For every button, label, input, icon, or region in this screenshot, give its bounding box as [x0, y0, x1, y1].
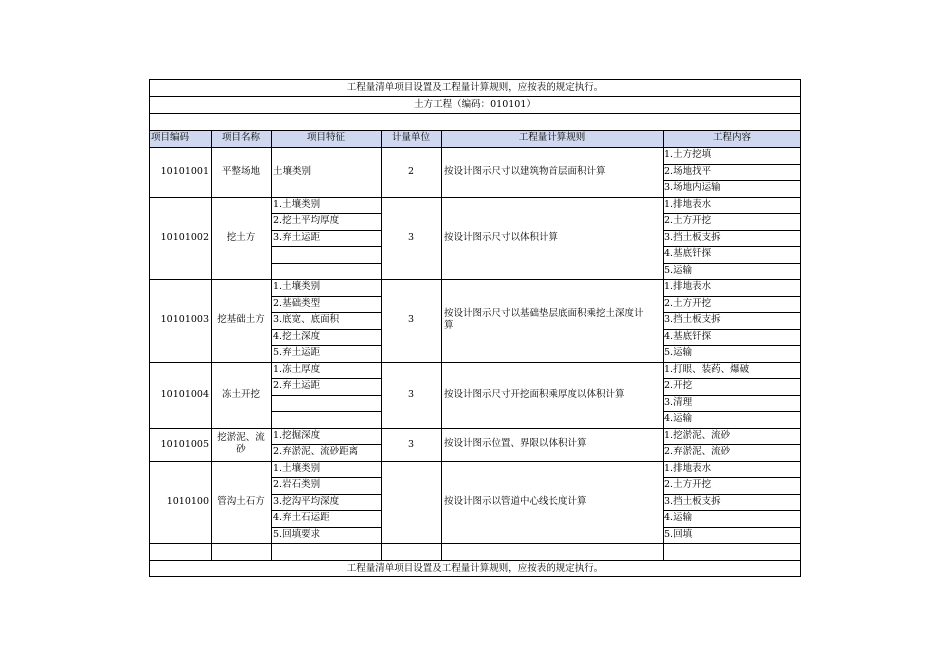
- column-header-row: [149, 130, 801, 147]
- feature-item[interactable]: 3.挖沟平均深度: [273, 495, 340, 507]
- grid-hline: [149, 79, 801, 80]
- header-content[interactable]: 工程内容: [712, 132, 751, 143]
- feature-item[interactable]: 1.土壤类别: [273, 462, 321, 474]
- grid-hline: [149, 279, 801, 280]
- item-name-line: 平整场地: [221, 165, 260, 177]
- work-content-item[interactable]: 1.土方挖填: [664, 149, 712, 160]
- item-name-line: 砂: [236, 444, 246, 455]
- grid-hline: [149, 560, 801, 561]
- grid-hline: [271, 345, 381, 346]
- grid-hline: [271, 494, 381, 495]
- footer-row[interactable]: 工程量清单项目设置及工程量计算规则，应按表的规定执行。: [346, 563, 604, 574]
- work-content-item[interactable]: 1.挖淤泥、流砂: [664, 429, 731, 441]
- grid-hline: [271, 329, 381, 330]
- grid-hline: [149, 96, 801, 97]
- rule-line: 按设计图示尺寸开挖面积乘厚度以体积计算: [444, 388, 625, 400]
- grid-hline: [149, 147, 801, 148]
- feature-item[interactable]: [271, 246, 381, 263]
- grid-hline: [663, 246, 801, 247]
- calculation-rule[interactable]: [441, 461, 663, 544]
- grid-hline: [663, 477, 801, 478]
- item-code[interactable]: 10101002: [160, 231, 209, 243]
- header-unit[interactable]: 计量单位: [391, 132, 430, 143]
- item-name[interactable]: [211, 279, 271, 362]
- grid-hline: [149, 543, 801, 544]
- item-unit[interactable]: [381, 461, 441, 544]
- work-content-item[interactable]: 1.排地表水: [664, 462, 712, 474]
- work-content-item[interactable]: 3.清理: [664, 396, 693, 408]
- grid-hline: [663, 312, 801, 313]
- work-content-item[interactable]: 3.挡土板支拆: [664, 314, 721, 325]
- grid-vline: [441, 130, 442, 560]
- grid-hline: [663, 164, 801, 165]
- grid-hline: [663, 263, 801, 264]
- feature-item[interactable]: 3.弃土运距: [273, 231, 321, 243]
- grid-vline: [211, 130, 212, 560]
- grid-hline: [149, 197, 801, 198]
- work-content-item[interactable]: 3.挡土板支拆: [664, 231, 721, 243]
- grid-hline: [663, 345, 801, 346]
- rule-line: 算: [444, 320, 454, 332]
- feature-item[interactable]: 2.弃淤泥、流砂距离: [273, 446, 359, 457]
- item-code[interactable]: 1010100: [166, 495, 209, 507]
- grid-hline: [663, 395, 801, 396]
- grid-hline: [663, 296, 801, 297]
- grid-hline: [271, 378, 381, 379]
- grid-hline: [271, 230, 381, 231]
- grid-hline: [663, 494, 801, 495]
- rule-line: 按设计图示尺寸以体积计算: [444, 231, 559, 243]
- grid-hline: [663, 527, 801, 528]
- work-content-item[interactable]: 4.运输: [664, 512, 693, 523]
- item-unit[interactable]: 3: [407, 438, 415, 450]
- title-row[interactable]: 工程量清单项目设置及工程量计算规则，应按表的规定执行。: [346, 82, 604, 93]
- work-content-item[interactable]: 2.土方开挖: [664, 479, 712, 490]
- header-feature[interactable]: 项目特征: [306, 132, 345, 143]
- item-name-line: 管沟土石方: [217, 495, 265, 507]
- item-name[interactable]: [211, 428, 271, 461]
- grid-hline: [271, 296, 381, 297]
- item-code[interactable]: 10101005: [160, 438, 209, 450]
- item-name[interactable]: [211, 197, 271, 280]
- item-code[interactable]: 10101001: [160, 166, 209, 177]
- item-unit[interactable]: 3: [407, 388, 415, 400]
- spreadsheet-table: [149, 79, 801, 577]
- item-name-line: 挖土方: [226, 231, 256, 243]
- rule-line: 按设计图示尺寸以基础垫层底面积乘挖土深度计: [444, 308, 644, 320]
- calculation-rule[interactable]: [441, 147, 663, 197]
- item-name[interactable]: [211, 461, 271, 544]
- feature-item[interactable]: 1.冻土厚度: [273, 363, 321, 375]
- item-name[interactable]: [211, 362, 271, 428]
- item-name-line: 冻土开挖: [221, 388, 260, 400]
- calculation-rule[interactable]: [441, 428, 663, 461]
- work-content-item[interactable]: 5.运输: [664, 347, 693, 358]
- grid-hline: [271, 263, 381, 264]
- feature-item[interactable]: 5.弃土运距: [273, 347, 321, 358]
- grid-hline: [271, 395, 381, 396]
- work-content-item[interactable]: 4.基底钎探: [664, 248, 712, 259]
- grid-vline: [800, 79, 801, 577]
- feature-item[interactable]: 4.弃土石运距: [273, 512, 330, 523]
- calculation-rule[interactable]: [441, 362, 663, 428]
- feature-item[interactable]: 3.底宽、底面积: [273, 314, 340, 325]
- item-unit[interactable]: 3: [407, 231, 415, 243]
- item-code[interactable]: 10101003: [160, 314, 209, 325]
- item-unit[interactable]: 3: [407, 314, 415, 325]
- work-content-item[interactable]: 1.排地表水: [664, 198, 712, 210]
- feature-item[interactable]: [271, 411, 381, 428]
- grid-hline: [663, 378, 801, 379]
- grid-hline: [149, 362, 801, 363]
- grid-vline: [271, 130, 272, 560]
- feature-item[interactable]: 2.弃土运距: [273, 380, 321, 391]
- work-content-item[interactable]: 2.弃淤泥、流砂: [664, 446, 731, 457]
- work-content-item[interactable]: 3.挡土板支拆: [664, 495, 721, 507]
- work-content-item[interactable]: 3.场地内运输: [664, 182, 721, 193]
- header-name[interactable]: 项目名称: [221, 132, 260, 143]
- grid-hline: [271, 444, 381, 445]
- grid-vline: [381, 130, 382, 560]
- feature-item[interactable]: [271, 395, 381, 412]
- item-name[interactable]: [211, 147, 271, 197]
- grid-hline: [663, 230, 801, 231]
- feature-item[interactable]: 土壤类别: [273, 166, 312, 177]
- work-content-item[interactable]: 1.打眼、装药、爆破: [664, 363, 750, 375]
- work-content-item[interactable]: 2.开挖: [664, 380, 693, 391]
- feature-item[interactable]: 2.基础类型: [273, 297, 321, 309]
- grid-hline: [271, 312, 381, 313]
- feature-item[interactable]: 2.岩石类别: [273, 479, 321, 490]
- grid-hline: [149, 113, 801, 114]
- item-name-line: 挖淤泥、流: [217, 432, 265, 443]
- grid-hline: [149, 130, 801, 131]
- grid-hline: [663, 411, 801, 412]
- grid-hline: [149, 576, 801, 577]
- grid-vline: [663, 130, 664, 560]
- feature-item[interactable]: 2.挖土平均厚度: [273, 215, 340, 226]
- grid-hline: [663, 510, 801, 511]
- work-content-item[interactable]: 5.运输: [664, 264, 693, 276]
- grid-hline: [663, 444, 801, 445]
- rule-line: 按设计图示以管道中心线长度计算: [444, 495, 587, 507]
- header-rule[interactable]: 工程量计算规则: [518, 132, 586, 143]
- work-content-item[interactable]: 4.运输: [664, 413, 693, 424]
- rule-line: 按设计图示尺寸以建筑物首层面积计算: [444, 165, 606, 177]
- grid-hline: [663, 329, 801, 330]
- item-code[interactable]: 10101004: [160, 388, 209, 400]
- section-title[interactable]: 土方工程（编码：010101）: [414, 99, 536, 110]
- feature-item[interactable]: 4.挖土深度: [273, 330, 321, 342]
- feature-item[interactable]: 1.土壤类别: [273, 281, 321, 292]
- work-content-item[interactable]: 4.基底钎探: [664, 330, 712, 342]
- calculation-rule[interactable]: [441, 197, 663, 280]
- grid-hline: [271, 213, 381, 214]
- item-unit[interactable]: 2: [407, 166, 415, 177]
- feature-item[interactable]: 5.回填要求: [273, 528, 321, 540]
- header-code[interactable]: 项目编码: [151, 132, 190, 143]
- grid-hline: [271, 510, 381, 511]
- grid-vline: [149, 79, 150, 577]
- feature-item[interactable]: 1.土壤类别: [273, 198, 321, 210]
- grid-hline: [271, 527, 381, 528]
- work-content-item[interactable]: 2.场地找平: [664, 165, 712, 177]
- grid-hline: [663, 180, 801, 181]
- calculation-rule[interactable]: [441, 279, 663, 362]
- work-content-item[interactable]: 2.土方开挖: [664, 297, 712, 309]
- work-content-item[interactable]: 5.回填: [664, 528, 693, 540]
- work-content-item[interactable]: 1.排地表水: [664, 281, 712, 292]
- rule-line: 按设计图示位置、界限以体积计算: [444, 438, 587, 449]
- grid-hline: [271, 477, 381, 478]
- feature-item[interactable]: 1.挖掘深度: [273, 429, 321, 441]
- grid-hline: [271, 411, 381, 412]
- work-content-item[interactable]: 2.土方开挖: [664, 215, 712, 226]
- grid-hline: [149, 428, 801, 429]
- grid-hline: [271, 246, 381, 247]
- feature-item[interactable]: [271, 263, 381, 280]
- item-name-line: 挖基础土方: [217, 314, 265, 326]
- grid-hline: [149, 461, 801, 462]
- grid-hline: [663, 213, 801, 214]
